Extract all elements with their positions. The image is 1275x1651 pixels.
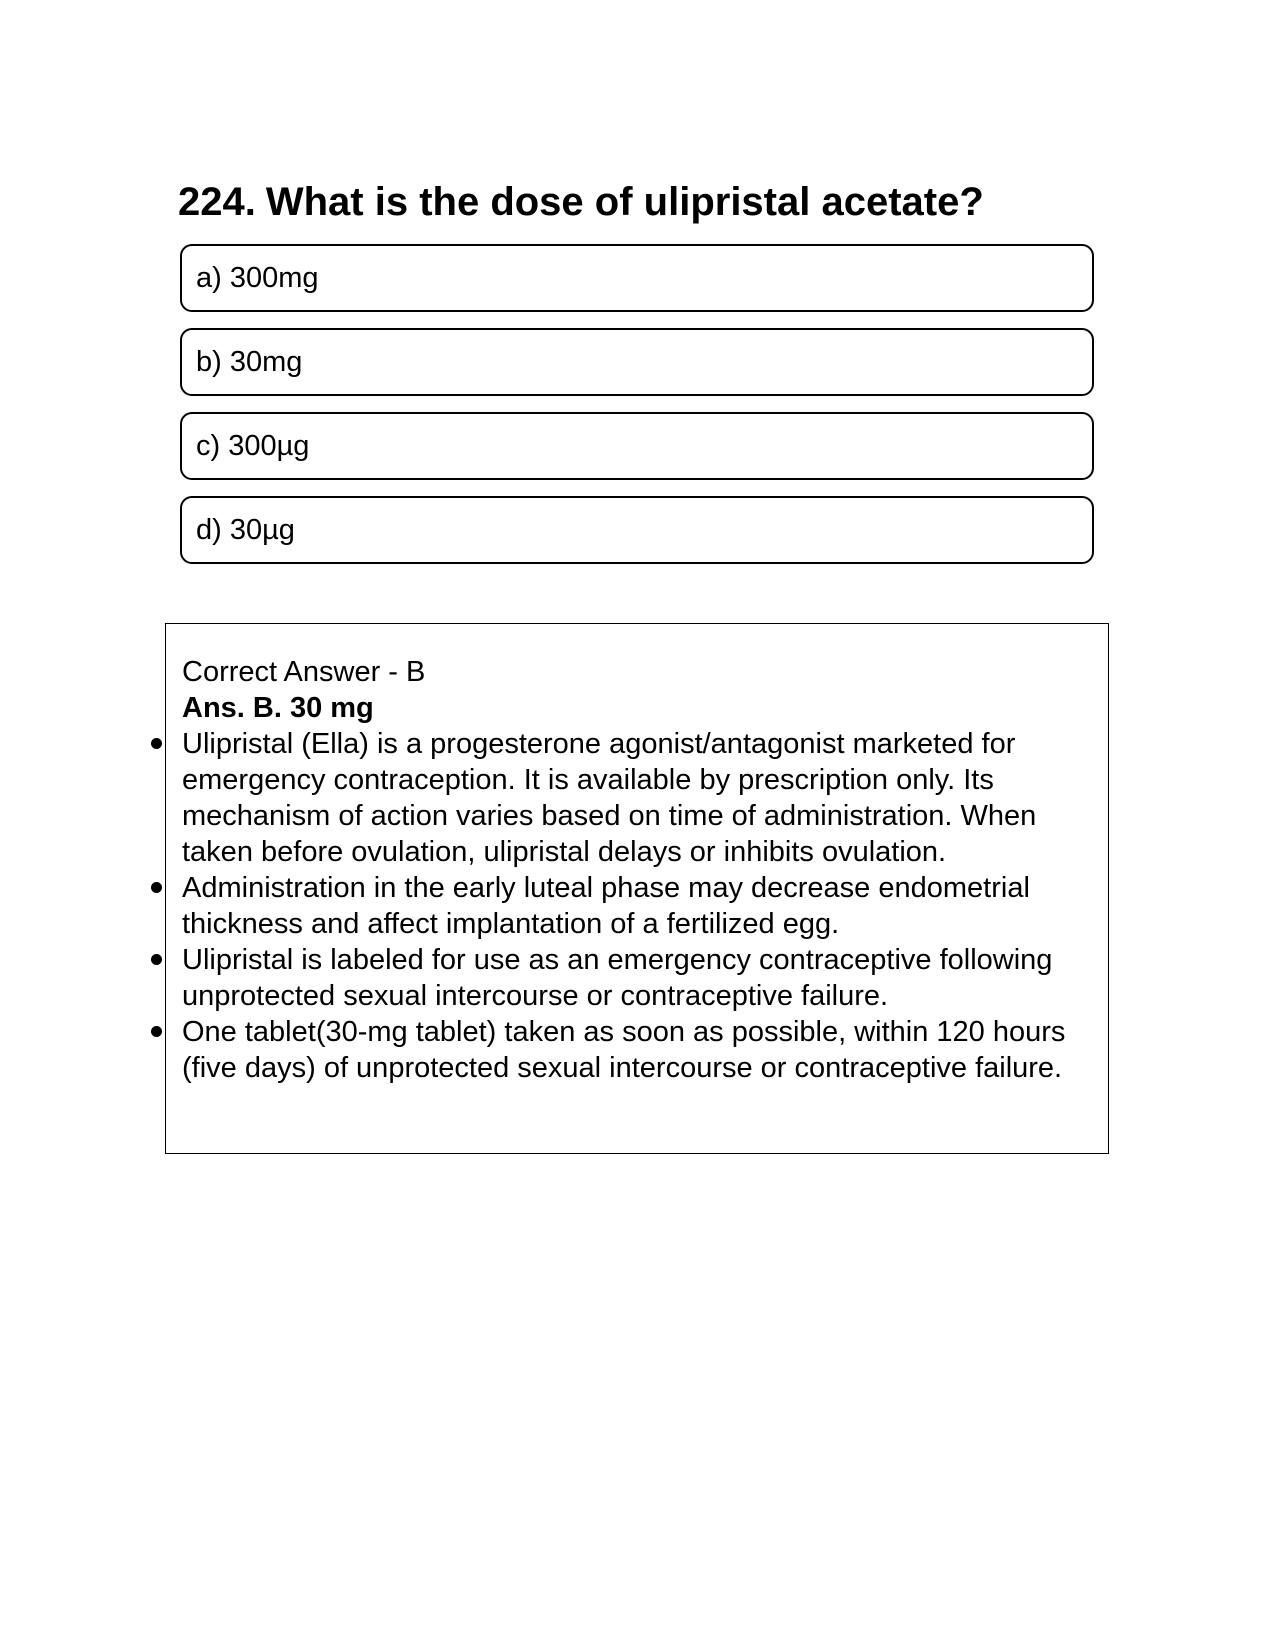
list-item-text: Ulipristal (Ella) is a progesterone agonist/antagonist marketed for emergency contraception. It is available by prescription only. Its mechanism of action varies based on time of administration. When taken before ovulation, ulipristal delays or inhibits ovulation. [182, 728, 1037, 868]
list-item-text: Administration in the early luteal phase may decrease endometrial thickness and affect implantation of a fertilized egg. [182, 872, 1030, 940]
bullet-icon [151, 954, 162, 965]
answer-summary: Ans. B. 30 mg [182, 692, 374, 724]
answer-content [182, 654, 1082, 1086]
question-heading [178, 176, 1098, 228]
option-a[interactable]: a) 300mg [180, 244, 1094, 312]
bullet-icon [151, 738, 162, 749]
list-item [182, 1014, 1082, 1086]
options-list [180, 244, 1094, 580]
explanation-list [182, 726, 1082, 1086]
question-text: What is the dose of ulipristal acetate? [265, 180, 984, 224]
list-item-text: One tablet(30-mg tablet) taken as soon as possible, within 120 hours (five days) of unprotected sexual intercourse or contraceptive failure. [182, 1016, 1066, 1084]
answer-explanation-box [165, 623, 1109, 1154]
option-d[interactable]: d) 30µg [180, 496, 1094, 564]
list-item-text: Ulipristal is labeled for use as an emergency contraceptive following unprotected sexual intercourse or contraceptive failure. [182, 944, 1053, 1012]
question-number: 224. [178, 180, 256, 224]
list-item [182, 870, 1082, 942]
option-c[interactable]: c) 300µg [180, 412, 1094, 480]
correct-answer-line: Correct Answer - B [182, 656, 426, 688]
bullet-icon [151, 882, 162, 893]
list-item [182, 726, 1082, 870]
option-b[interactable]: b) 30mg [180, 328, 1094, 396]
bullet-icon [151, 1026, 162, 1037]
list-item [182, 942, 1082, 1014]
